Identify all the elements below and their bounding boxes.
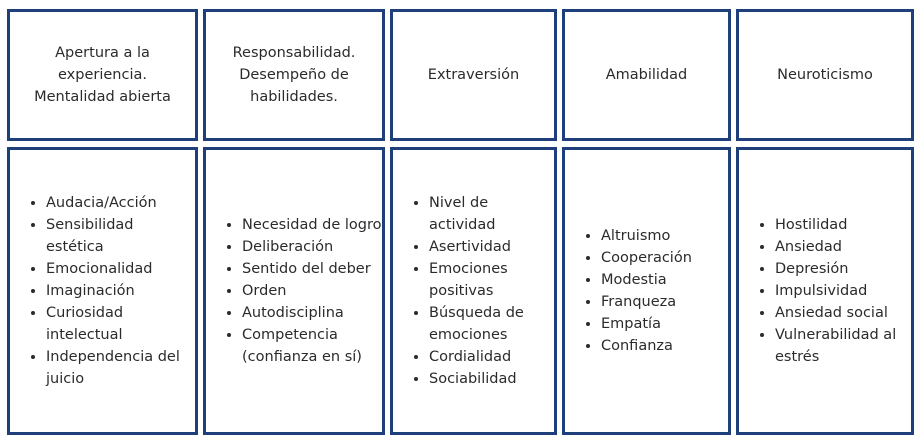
traits-list: [565, 225, 728, 357]
list-item: • Competencia (confianza en sí): [242, 324, 382, 368]
list-item: • Altruismo: [601, 225, 728, 247]
list-item: • Modestia: [601, 269, 728, 291]
list-item: • Asertividad: [429, 236, 554, 258]
traits-cell-extraversion: [390, 147, 557, 435]
list-item: • Independencia del juicio: [46, 346, 195, 390]
list-item: • Emocionalidad: [46, 258, 195, 280]
list-item: • Deliberación: [242, 236, 382, 258]
traits-cell-apertura: [7, 147, 198, 435]
list-item: • Empatía: [601, 313, 728, 335]
list-item: • Vulnerabilidad al estrés: [775, 324, 911, 368]
list-item: • Depresión: [775, 258, 911, 280]
header-cell-extraversion: [390, 9, 557, 141]
traits-cell-responsabilidad: [203, 147, 385, 435]
list-item: • Búsqueda de emociones: [429, 302, 554, 346]
list-item: • Hostilidad: [775, 214, 911, 236]
list-item: • Ansiedad social: [775, 302, 911, 324]
header-cell-responsabilidad: [203, 9, 385, 141]
traits-list: [206, 214, 382, 368]
list-item: • Confianza: [601, 335, 728, 357]
traits-list: [393, 192, 554, 390]
header-label: Neuroticismo: [777, 67, 873, 83]
list-item: • Emociones positivas: [429, 258, 554, 302]
list-item: • Sentido del deber: [242, 258, 382, 280]
list-item: • Impulsividad: [775, 280, 911, 302]
list-item: • Autodisciplina: [242, 302, 382, 324]
header-cell-apertura: [7, 9, 198, 141]
list-item: • Sociabilidad: [429, 368, 554, 390]
list-item: • Audacia/Acción: [46, 192, 195, 214]
header-label: Extraversión: [427, 67, 520, 83]
list-item: • Imaginación: [46, 280, 195, 302]
list-item: • Necesidad de logro: [242, 214, 382, 236]
list-item: • Nivel de actividad: [429, 192, 554, 236]
traits-cell-neuroticismo: [736, 147, 914, 435]
traits-list: [10, 192, 195, 390]
traits-cell-amabilidad: [562, 147, 731, 435]
list-item: • Sensibilidad estética: [46, 214, 195, 258]
header-label: Amabilidad: [605, 67, 688, 83]
list-item: • Ansiedad: [775, 236, 911, 258]
list-item: • Orden: [242, 280, 382, 302]
header-label: Responsabilidad. Desempeño de habilidades.: [232, 45, 356, 105]
list-item: • Curiosidad intelectual: [46, 302, 195, 346]
list-item: • Cordialidad: [429, 346, 554, 368]
header-cell-neuroticismo: [736, 9, 914, 141]
list-item: • Franqueza: [601, 291, 728, 313]
traits-list: [739, 214, 911, 368]
list-item: • Cooperación: [601, 247, 728, 269]
header-label: Apertura a la experiencia. Mentalidad abierta: [34, 45, 171, 105]
header-cell-amabilidad: [562, 9, 731, 141]
